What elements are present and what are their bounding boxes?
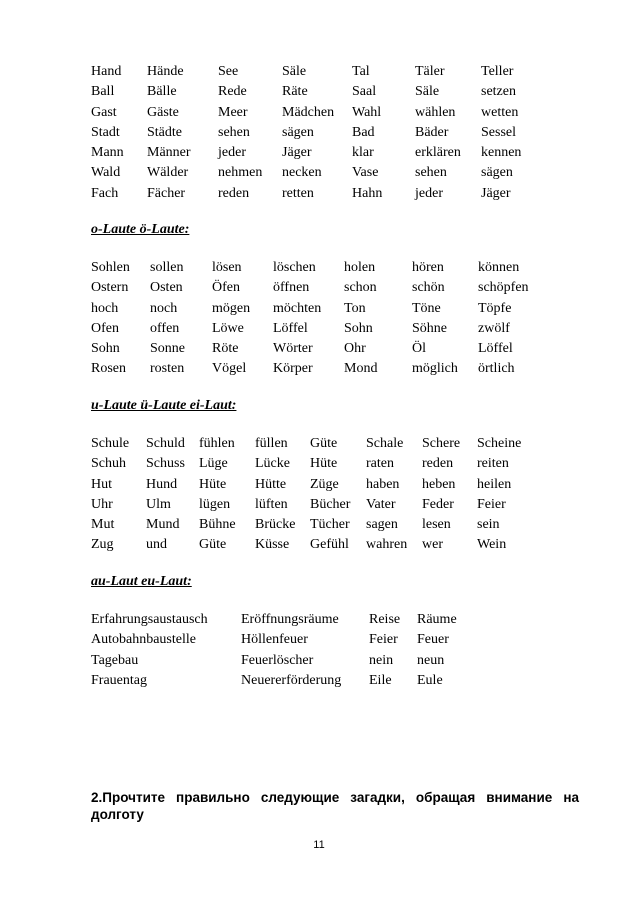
word-cell: löschen: [273, 260, 316, 275]
word-cell: Eröffnungsräume: [241, 612, 339, 627]
word-cell: können: [478, 260, 520, 275]
word-cell: fühlen: [199, 436, 235, 451]
word-cell: erklären: [415, 145, 461, 161]
word-cell: Tal: [352, 64, 370, 79]
word-cell: Feuerlöscher: [241, 652, 314, 668]
word-cell: holen: [344, 260, 376, 275]
word-cell: Täler: [415, 64, 445, 79]
word-cell: Feuer: [417, 632, 449, 648]
word-cell: lüften: [255, 496, 288, 512]
word-cell: wer: [422, 537, 443, 553]
word-cell: klar: [352, 145, 374, 161]
word-cell: Rosen: [91, 361, 126, 377]
word-cell: sägen: [481, 165, 513, 181]
word-cell: Räte: [282, 84, 308, 100]
table-row: [91, 143, 551, 163]
word-cell: örtlich: [478, 361, 515, 377]
word-cell: Bühne: [199, 517, 236, 533]
word-cell: rosten: [150, 361, 185, 377]
table-row: [91, 163, 551, 183]
word-cell: Bücher: [310, 496, 351, 512]
word-cell: Vögel: [212, 361, 247, 377]
word-cell: Uhr: [91, 496, 113, 512]
word-cell: Erfahrungsaustausch: [91, 612, 208, 627]
word-cell: Tücher: [310, 517, 350, 533]
word-cell: Schuh: [91, 456, 126, 472]
word-cell: lügen: [199, 496, 231, 512]
word-cell: lösen: [212, 260, 242, 275]
table-row: [91, 651, 487, 671]
word-cell: Säle: [415, 84, 440, 100]
word-cell: kennen: [481, 145, 522, 161]
word-cell: Lücke: [255, 456, 290, 472]
word-cell: raten: [366, 456, 394, 472]
word-cell: Schuld: [146, 436, 185, 451]
word-cell: und: [146, 537, 167, 553]
word-cell: Wörter: [273, 341, 313, 357]
word-cell: Saal: [352, 84, 377, 100]
word-cell: Wein: [477, 537, 507, 553]
word-cell: Töne: [412, 300, 441, 316]
heading-o-laute: o-Laute ö-Laute:: [91, 222, 190, 237]
heading-u-laute: u-Laute ü-Laute ei-Laut:: [91, 398, 237, 413]
word-cell: sollen: [150, 260, 184, 275]
table-row: [91, 82, 551, 102]
word-cell: Reise: [369, 612, 401, 627]
word-cell: Töpfe: [478, 300, 512, 316]
word-cell: sehen: [218, 124, 250, 140]
table-row: [91, 454, 547, 474]
word-cell: noch: [150, 300, 178, 316]
word-cell: offen: [150, 320, 180, 336]
word-table-a-laute: [91, 62, 551, 204]
word-cell: Mund: [146, 517, 180, 533]
table-row: [91, 671, 487, 691]
word-cell: Jäger: [282, 145, 312, 161]
word-cell: Mond: [344, 361, 378, 377]
word-cell: Küsse: [255, 537, 290, 553]
word-cell: Fach: [91, 185, 119, 201]
word-cell: reden: [218, 185, 250, 201]
table-row: [91, 258, 548, 278]
word-cell: Hüte: [310, 456, 338, 472]
word-cell: sehen: [415, 165, 447, 181]
word-cell: sagen: [366, 517, 398, 533]
word-cell: haben: [366, 476, 400, 492]
word-table-o-laute: [91, 258, 548, 380]
word-cell: wahren: [366, 537, 408, 553]
word-cell: sein: [477, 517, 500, 533]
word-cell: Meer: [218, 104, 248, 120]
table-row: [91, 123, 551, 143]
table-row: [91, 184, 551, 204]
word-cell: reden: [422, 456, 454, 472]
word-cell: Gefühl: [310, 537, 349, 553]
page-number: 11: [313, 839, 325, 851]
word-cell: Teller: [481, 64, 514, 79]
word-cell: Autobahnbaustelle: [91, 632, 196, 648]
word-table-u-laute: [91, 434, 547, 556]
word-cell: sägen: [282, 124, 314, 140]
word-cell: Hütte: [255, 476, 287, 492]
word-cell: Rede: [218, 84, 247, 100]
word-cell: möglich: [412, 361, 458, 377]
word-cell: Frauentag: [91, 672, 147, 688]
word-cell: Sohlen: [91, 260, 130, 275]
word-cell: schöpfen: [478, 280, 529, 296]
word-cell: Hüte: [199, 476, 227, 492]
word-cell: Ohr: [344, 341, 366, 357]
word-cell: Güte: [199, 537, 227, 553]
word-cell: möchten: [273, 300, 322, 316]
table-row: [91, 319, 548, 339]
word-cell: Schere: [422, 436, 461, 451]
word-cell: wählen: [415, 104, 456, 120]
word-cell: Gast: [91, 104, 117, 120]
word-cell: retten: [282, 185, 314, 201]
word-cell: Ton: [344, 300, 366, 316]
word-cell: Ulm: [146, 496, 171, 512]
table-row: [91, 299, 548, 319]
table-row: [91, 339, 548, 359]
word-cell: lesen: [422, 517, 451, 533]
word-cell: Zug: [91, 537, 114, 553]
word-cell: Züge: [310, 476, 339, 492]
word-cell: Neuererförderung: [241, 672, 342, 688]
word-cell: Hut: [91, 476, 112, 492]
word-cell: Höllenfeuer: [241, 632, 308, 648]
word-cell: öffnen: [273, 280, 310, 296]
word-cell: Bad: [352, 124, 375, 140]
word-cell: Hände: [147, 64, 184, 79]
word-cell: Feier: [369, 632, 398, 648]
table-row: [91, 434, 547, 454]
word-cell: mögen: [212, 300, 251, 316]
table-row: [91, 515, 547, 535]
table-row: [91, 535, 547, 555]
word-cell: Hund: [146, 476, 178, 492]
word-cell: Ostern: [91, 280, 129, 296]
word-cell: Schule: [91, 436, 130, 451]
table-row: [91, 278, 548, 298]
word-cell: Ball: [91, 84, 115, 100]
word-cell: Stadt: [91, 124, 120, 140]
word-cell: Männer: [147, 145, 191, 161]
heading-au-laute: au-Laut eu-Laut:: [91, 574, 192, 589]
word-cell: Öl: [412, 341, 426, 357]
word-cell: Vater: [366, 496, 396, 512]
word-cell: nein: [369, 652, 394, 668]
word-cell: Eule: [417, 672, 443, 688]
word-cell: schon: [344, 280, 377, 296]
word-cell: Schuss: [146, 456, 185, 472]
word-cell: hoch: [91, 300, 119, 316]
word-cell: necken: [282, 165, 322, 181]
word-cell: Löffel: [273, 320, 308, 336]
word-cell: Mut: [91, 517, 115, 533]
word-cell: Lüge: [199, 456, 228, 472]
word-cell: Gäste: [147, 104, 179, 120]
word-cell: Mädchen: [282, 104, 335, 120]
word-cell: füllen: [255, 436, 288, 451]
word-cell: Bäder: [415, 124, 449, 140]
word-cell: Körper: [273, 361, 313, 377]
word-cell: Hand: [91, 64, 122, 79]
word-cell: Feder: [422, 496, 454, 512]
word-cell: schön: [412, 280, 445, 296]
word-cell: Hahn: [352, 185, 383, 201]
word-cell: Bälle: [147, 84, 177, 100]
table-row: [91, 610, 487, 630]
word-cell: reiten: [477, 456, 509, 472]
word-cell: Jäger: [481, 185, 511, 201]
word-cell: Vase: [352, 165, 379, 181]
word-cell: Sohn: [91, 341, 120, 357]
word-cell: Städte: [147, 124, 182, 140]
word-cell: Röte: [212, 341, 239, 357]
table-row: [91, 495, 547, 515]
word-cell: Mann: [91, 145, 124, 161]
table-row: [91, 359, 548, 379]
word-cell: Sohn: [344, 320, 373, 336]
word-cell: nehmen: [218, 165, 263, 181]
word-cell: See: [218, 64, 239, 79]
word-cell: Öfen: [212, 280, 240, 296]
word-cell: Osten: [150, 280, 183, 296]
word-cell: setzen: [481, 84, 516, 100]
word-cell: Güte: [310, 436, 338, 451]
word-cell: Wälder: [147, 165, 189, 181]
word-cell: heilen: [477, 476, 512, 492]
table-row: [91, 475, 547, 495]
word-cell: Schale: [366, 436, 404, 451]
word-cell: Ofen: [91, 320, 119, 336]
word-cell: Sonne: [150, 341, 185, 357]
word-cell: Fächer: [147, 185, 186, 201]
word-cell: Scheine: [477, 436, 522, 451]
table-row: [91, 103, 551, 123]
word-cell: Wald: [91, 165, 121, 181]
word-cell: Sessel: [481, 124, 516, 140]
word-cell: wetten: [481, 104, 519, 120]
word-cell: Säle: [282, 64, 307, 79]
table-row: [91, 630, 487, 650]
word-cell: Räume: [417, 612, 457, 627]
word-cell: neun: [417, 652, 445, 668]
task-instruction: [91, 789, 579, 823]
word-cell: jeder: [415, 185, 443, 201]
word-cell: Brücke: [255, 517, 296, 533]
word-cell: jeder: [218, 145, 246, 161]
word-cell: Wahl: [352, 104, 382, 120]
word-cell: Söhne: [412, 320, 447, 336]
word-cell: Feier: [477, 496, 506, 512]
word-cell: heben: [422, 476, 456, 492]
task-text: 2.Прочтите правильно следующие загадки, обращая внимание на долготу: [91, 790, 579, 822]
word-cell: Löffel: [478, 341, 513, 357]
word-cell: Tagebau: [91, 652, 139, 668]
word-cell: hören: [412, 260, 444, 275]
word-cell: Löwe: [212, 320, 244, 336]
word-table-au-laute: [91, 610, 487, 691]
word-cell: Eile: [369, 672, 392, 688]
table-row: [91, 62, 551, 82]
word-cell: zwölf: [478, 320, 510, 336]
